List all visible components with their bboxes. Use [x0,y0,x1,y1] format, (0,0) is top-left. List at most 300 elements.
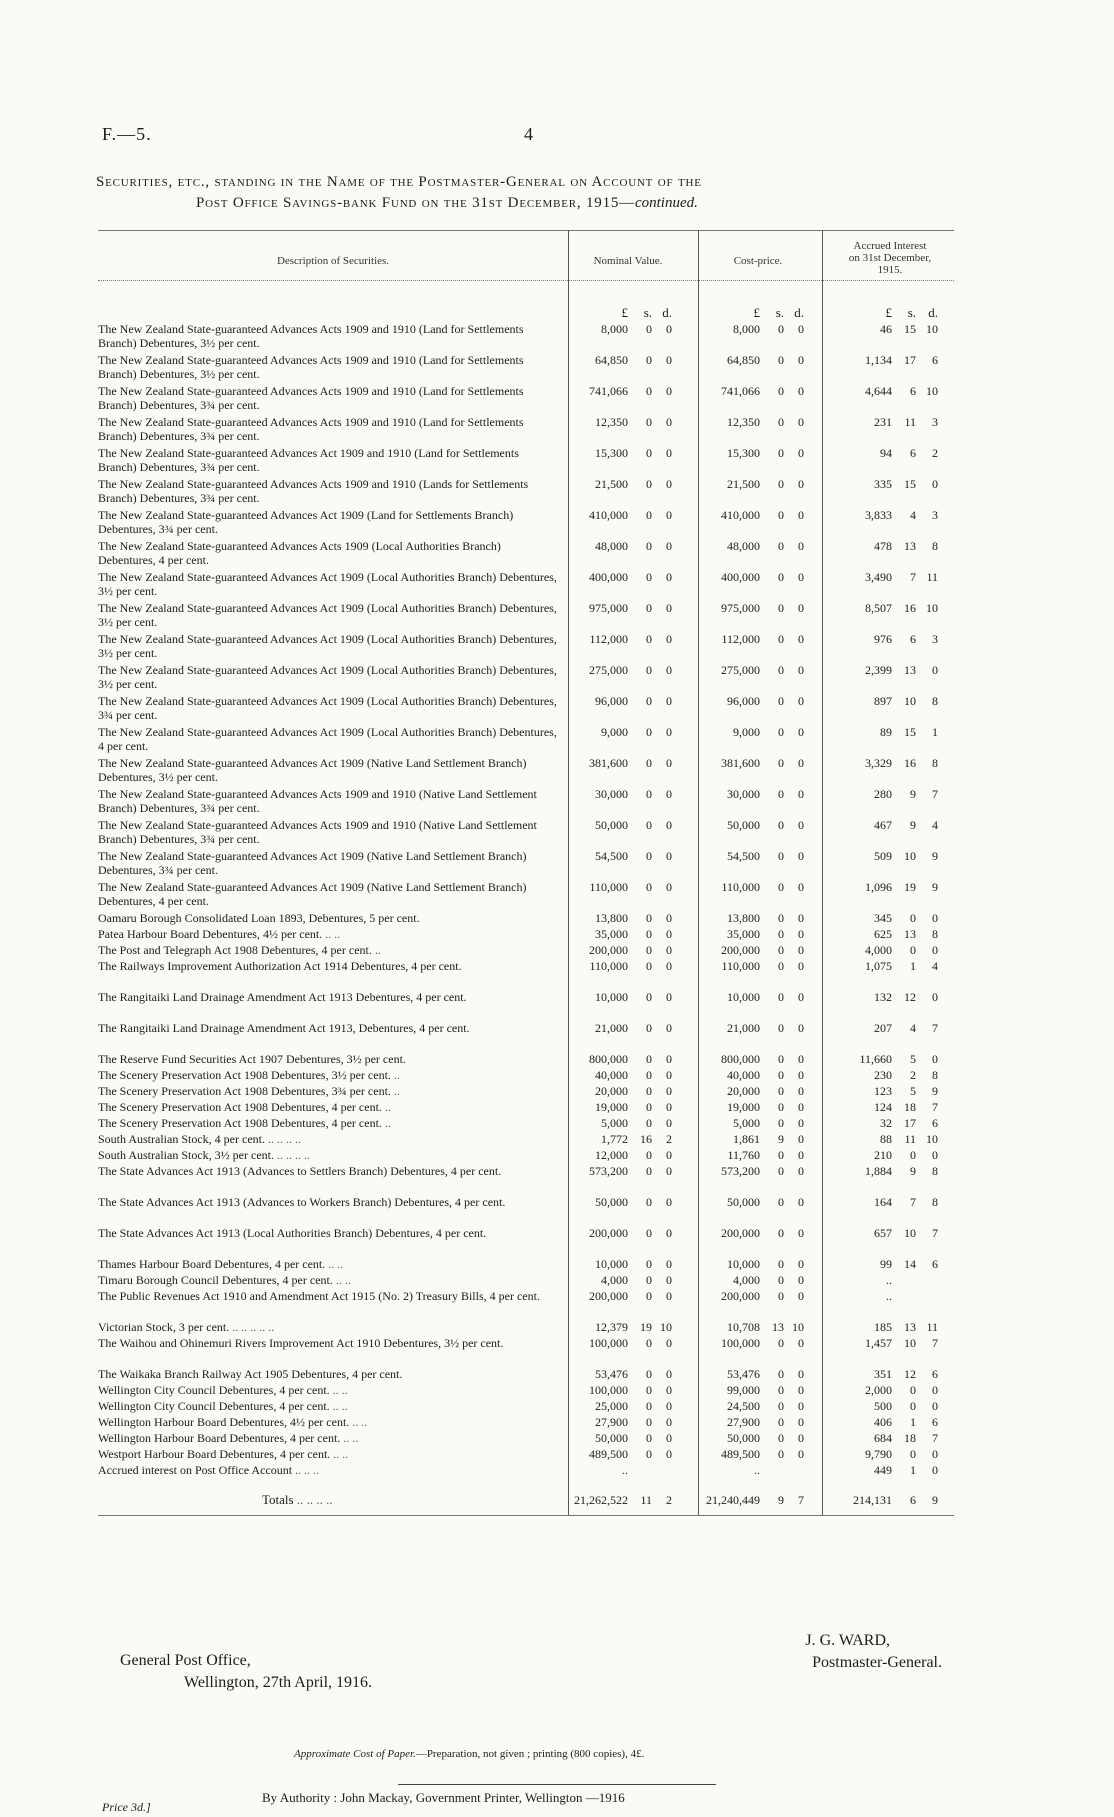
nominal-pounds: 200,000 [589,1289,628,1303]
nominal-pounds: .. [622,1463,628,1477]
interest-shillings: 10 [904,1226,916,1240]
security-description: Wellington Harbour Board Debentures, 4 per cent. .. .. [98,1431,359,1445]
security-description: The New Zealand State-guaranteed Advances Act 1909 (Local Authorities Branch) Debentures, 3½ per cent. [98,632,557,660]
interest-pence: 3 [932,508,938,522]
cost-pounds: 10,000 [727,990,760,1004]
interest-pounds: 335 [874,477,892,491]
interest-shillings: 18 [904,1431,916,1445]
nominal-pence: 0 [666,1336,672,1350]
cost-shillings: 0 [778,1226,784,1240]
nominal-pounds: 410,000 [589,508,628,522]
interest-pounds: 280 [874,787,892,801]
interest-pence: 8 [932,1068,938,1082]
cost-pounds: 800,000 [721,1052,760,1066]
security-description: The New Zealand State-guaranteed Advances Acts 1909 and 1910 (Land for Settlements Branch) Debentures, 3½ per cent. [98,353,524,381]
interest-pounds: 2,399 [865,663,892,677]
cost-pounds: 54,500 [727,849,760,863]
security-description: The New Zealand State-guaranteed Advances Acts 1909 and 1910 (Land for Settlements Branch) Debentures, 3½ per cent. [98,322,524,350]
nominal-pounds: 110,000 [589,880,628,894]
nominal-pounds: 800,000 [589,1052,628,1066]
interest-pounds: 449 [874,1463,892,1477]
interest-pence: 8 [932,539,938,553]
nominal-shillings: 0 [646,415,652,429]
nominal-pounds: 100,000 [589,1383,628,1397]
interest-pounds: 210 [874,1148,892,1162]
interest-shillings: 5 [910,1084,916,1098]
cost-pence: 0 [798,1226,804,1240]
interest-pounds: 185 [874,1320,892,1334]
interest-pence: 1 [932,725,938,739]
nominal-pence: 0 [666,911,672,925]
nominal-shillings: 0 [646,1383,652,1397]
nominal-pounds: 20,000 [595,1084,628,1098]
nominal-shillings: 0 [646,911,652,925]
interest-pounds: 94 [880,446,892,460]
security-description: The New Zealand State-guaranteed Advances Act 1909 (Land for Settlements Branch) Debentures, 3¾ per cent. [98,508,514,536]
interest-shillings: 4 [910,1021,916,1035]
cost-pounds: 9,000 [733,725,760,739]
nominal-pounds: 10,000 [595,1257,628,1271]
interest-pence: 8 [932,927,938,941]
cost-pounds: .. [754,1463,760,1477]
cost-pounds: 8,000 [733,322,760,336]
nominal-pounds: 35,000 [595,927,628,941]
nominal-shillings: 0 [646,353,652,367]
interest-shillings: 13 [904,927,916,941]
nominal-shillings: 0 [646,694,652,708]
nominal-pounds: 8,000 [601,322,628,336]
interest-pounds: 4,644 [865,384,892,398]
office-address: General Post Office, Wellington, 27th April, 1916. [120,1652,373,1691]
interest-pence: 8 [932,1195,938,1209]
interest-pence: 7 [932,1021,938,1035]
cost-pence: 0 [798,1148,804,1162]
nominal-pence: 0 [666,1399,672,1413]
nominal-pence: 0 [666,787,672,801]
nominal-pounds: 400,000 [589,570,628,584]
cost-shillings: 0 [778,756,784,770]
cost-pence: 0 [798,1116,804,1130]
cost-shillings: 0 [778,1336,784,1350]
cost-pounds: 275,000 [721,663,760,677]
cost-shillings: 0 [778,1415,784,1429]
cost-pence: 0 [798,1257,804,1271]
nominal-pence: 0 [666,927,672,941]
interest-shillings: 1 [910,959,916,973]
interest-shillings: 15 [904,725,916,739]
cost-pounds: 40,000 [727,1068,760,1082]
interest-shillings: 9 [910,818,916,832]
nominal-pounds: 10,000 [595,990,628,1004]
nominal-shillings: 0 [646,1052,652,1066]
security-description: The Scenery Preservation Act 1908 Debentures, 4 per cent. .. [98,1100,391,1114]
security-description: The New Zealand State-guaranteed Advances Act 1909 (Local Authorities Branch) Debentures, 3¾ per cent. [98,694,557,722]
interest-pence: 7 [932,1336,938,1350]
cost-shillings: 0 [778,818,784,832]
interest-shillings: 0 [910,1447,916,1461]
cost-pence: 0 [798,539,804,553]
nominal-shillings: 0 [646,1195,652,1209]
interest-pence: 0 [932,1148,938,1162]
nominal-pounds: 40,000 [595,1068,628,1082]
cost-pounds: 410,000 [721,508,760,522]
interest-shillings: 6 [910,384,916,398]
nominal-pence: 0 [666,508,672,522]
cost-pence: 0 [798,1068,804,1082]
cost-pence: 0 [798,990,804,1004]
nominal-shillings: 0 [646,1336,652,1350]
nominal-pence: 0 [666,1195,672,1209]
nominal-pounds: 200,000 [589,1226,628,1240]
interest-pounds: 406 [874,1415,892,1429]
cost-pounds: 400,000 [721,570,760,584]
signatory-title: Postmaster-General. [812,1654,942,1671]
title-continued: continued. [634,195,698,211]
interest-pounds: 3,833 [865,508,892,522]
column-header-interest: Accrued Interest on 31st December, 1915. [848,240,932,276]
nominal-shillings: 0 [646,1164,652,1178]
printer-authority: By Authority : John Mackay, Government Printer, Wellington —1916 [262,1790,625,1805]
cost-pence: 0 [798,1132,804,1146]
security-description: The New Zealand State-guaranteed Advances Acts 1909 and 1910 (Lands for Settlements Branch) Debentures, 3¾ per cent. [98,477,529,505]
interest-pence: 0 [932,1399,938,1413]
interest-pence: 10 [926,601,938,615]
security-description: The Post and Telegraph Act 1908 Debentures, 4 per cent. .. [98,943,381,957]
cost-pence: 0 [798,1383,804,1397]
interest-shillings: 2 [910,1068,916,1082]
nominal-pounds: 12,350 [595,415,628,429]
nominal-pence: 0 [666,849,672,863]
security-description: The New Zealand State-guaranteed Advances Acts 1909 and 1910 (Native Land Settlement Branch) Debentures, 3¾ per cent. [98,787,537,815]
security-description: The Rangitaiki Land Drainage Amendment Act 1913, Debentures, 4 per cent. [98,1021,470,1035]
interest-pounds: 9,790 [865,1447,892,1461]
cost-shillings: 0 [778,322,784,336]
cost-pence: 0 [798,1195,804,1209]
interest-shillings: 1 [910,1415,916,1429]
security-description: Oamaru Borough Consolidated Loan 1893, Debentures, 5 per cent. [98,911,420,925]
interest-pounds: 467 [874,818,892,832]
nominal-shillings: 0 [646,1431,652,1445]
nominal-pence: 0 [666,1052,672,1066]
security-description: South Australian Stock, 4 per cent. .. .. .. .. [98,1132,301,1146]
interest-pounds: 657 [874,1226,892,1240]
nominal-pounds: 27,900 [595,1415,628,1429]
cost-shillings: 0 [778,539,784,553]
nominal-pence: 0 [666,1021,672,1035]
nominal-pounds: 50,000 [595,1431,628,1445]
interest-shillings: 19 [904,880,916,894]
price-note: Price 3d.] [102,1800,151,1814]
nominal-shillings: 0 [646,943,652,957]
cost-pence: 0 [798,943,804,957]
nominal-pence: 0 [666,694,672,708]
nominal-pounds: 19,000 [595,1100,628,1114]
nominal-shillings: 0 [646,508,652,522]
cost-pence: 0 [798,880,804,894]
nominal-shillings: 0 [646,787,652,801]
interest-shillings: 10 [904,849,916,863]
cost-pounds: 4,000 [733,1273,760,1287]
nominal-shillings: 0 [646,1273,652,1287]
nominal-pence: 0 [666,384,672,398]
nominal-pence: 0 [666,1289,672,1303]
interest-pounds: 4,000 [865,943,892,957]
nominal-pounds: 489,500 [589,1447,628,1461]
cost-pence: 0 [798,1289,804,1303]
cost-pence: 0 [798,818,804,832]
page-id: F.—5. [102,124,152,144]
cost-shillings: 0 [778,1257,784,1271]
cost-pounds: 50,000 [727,1195,760,1209]
interest-pence: 0 [932,1463,938,1477]
interest-shillings: 10 [904,694,916,708]
nominal-pence: 0 [666,959,672,973]
interest-pence: 6 [932,1367,938,1381]
interest-shillings: 17 [904,353,916,367]
cost-pounds: 48,000 [727,539,760,553]
nominal-shillings: 0 [646,477,652,491]
interest-shillings: 0 [910,911,916,925]
cost-shillings: 0 [778,1148,784,1162]
interest-pence: 7 [932,1100,938,1114]
security-description: The New Zealand State-guaranteed Advances Act 1909 and 1910 (Land for Settlements Branch) Debentures, 3¾ per cent. [98,446,519,474]
nominal-pounds: 54,500 [595,849,628,863]
interest-shillings: 16 [904,756,916,770]
cost-shillings: 0 [778,663,784,677]
cost-pence: 0 [798,508,804,522]
nominal-shillings: 0 [646,1068,652,1082]
nominal-shillings: 0 [646,632,652,646]
nominal-pounds: 21,000 [595,1021,628,1035]
nominal-shillings: 0 [646,1447,652,1461]
cost-pounds: 21,000 [727,1021,760,1035]
security-description: The New Zealand State-guaranteed Advances Acts 1909 and 1910 (Land for Settlements Branch) Debentures, 3¾ per cent. [98,384,524,412]
interest-shillings: 7 [910,570,916,584]
cost-pounds: 53,476 [727,1367,760,1381]
cost-pounds: 13,800 [727,911,760,925]
nominal-pounds: 48,000 [595,539,628,553]
nominal-pence: 0 [666,756,672,770]
nominal-pence: 0 [666,415,672,429]
interest-pence: 8 [932,756,938,770]
nominal-pounds: 15,300 [595,446,628,460]
cost-pounds: 573,200 [721,1164,760,1178]
nominal-shillings: 0 [646,1021,652,1035]
nominal-shillings: 0 [646,818,652,832]
interest-shillings: 0 [910,1148,916,1162]
interest-pence: 2 [932,446,938,460]
interest-shillings: 1 [910,1463,916,1477]
interest-pence: 6 [932,1415,938,1429]
cost-pounds: 20,000 [727,1084,760,1098]
cost-pence: 0 [798,384,804,398]
nominal-pounds: 12,379 [595,1320,628,1334]
security-description: Patea Harbour Board Debentures, 4½ per cent. .. .. [98,927,341,941]
interest-shillings: 11 [904,415,916,429]
nominal-shillings: 0 [646,990,652,1004]
interest-pounds: 123 [874,1084,892,1098]
cost-shillings: 0 [778,601,784,615]
nominal-pence: 0 [666,477,672,491]
security-description: Wellington Harbour Board Debentures, 4½ per cent. .. .. [98,1415,368,1429]
cost-pence: 0 [798,959,804,973]
nominal-pence: 0 [666,1447,672,1461]
nominal-shillings: 0 [646,1084,652,1098]
interest-pounds: .. [886,1289,892,1303]
nominal-pence: 0 [666,1164,672,1178]
cost-pounds: 112,000 [721,632,760,646]
cost-pounds: 200,000 [721,1226,760,1240]
cost-pounds: 1,861 [733,1132,760,1146]
cost-pence: 0 [798,1100,804,1114]
interest-shillings: 6 [910,446,916,460]
footer-rule [398,1784,716,1785]
cost-shillings: 0 [778,1273,784,1287]
interest-pounds: 1,134 [865,353,892,367]
security-description: The New Zealand State-guaranteed Advances Acts 1909 (Local Authorities Branch) Debentures, 4 per cent. [98,539,501,567]
cost-pounds: 741,066 [721,384,760,398]
interest-shillings: 16 [904,601,916,615]
cost-pounds: 19,000 [727,1100,760,1114]
interest-shillings: 11 [904,1132,916,1146]
nominal-pence: 0 [666,990,672,1004]
interest-pence: 10 [926,384,938,398]
cost-shillings: 0 [778,943,784,957]
cost-shillings: 0 [778,632,784,646]
interest-pence: 10 [926,1132,938,1146]
nominal-shillings: 0 [646,959,652,973]
interest-shillings: 6 [910,632,916,646]
security-description: Thames Harbour Board Debentures, 4 per cent. .. .. [98,1257,344,1271]
cost-pounds: 50,000 [727,818,760,832]
interest-shillings: 10 [904,1336,916,1350]
cost-shillings: 0 [778,1289,784,1303]
cost-shillings: 0 [778,1447,784,1461]
nominal-pence: 0 [666,1226,672,1240]
interest-pounds: 231 [874,415,892,429]
interest-pence: 3 [932,632,938,646]
security-description: The Scenery Preservation Act 1908 Debentures, 3½ per cent. .. [98,1068,400,1082]
cost-pence: 0 [798,1447,804,1461]
interest-shillings: 13 [904,539,916,553]
nominal-shillings: 0 [646,663,652,677]
document-title [96,172,976,214]
cost-pence: 0 [798,1273,804,1287]
cost-pounds: 21,500 [727,477,760,491]
nominal-pence: 0 [666,1367,672,1381]
nominal-shillings: 0 [646,725,652,739]
cost-shillings: 0 [778,1084,784,1098]
interest-pounds: 11,660 [859,1052,892,1066]
cost-shillings: 0 [778,1052,784,1066]
cost-pence: 0 [798,477,804,491]
nominal-pence: 0 [666,1148,672,1162]
title-line-2: Post Office Savings-bank Fund on the 31st December, 1915—continued. [196,195,698,211]
interest-pence: 4 [932,818,938,832]
interest-shillings: 7 [910,1195,916,1209]
nominal-pence: 10 [660,1320,672,1334]
nominal-shillings: 0 [646,1415,652,1429]
cost-shillings: 0 [778,1100,784,1114]
security-description: The Scenery Preservation Act 1908 Debentures, 3¾ per cent. .. [98,1084,400,1098]
cost-pence: 0 [798,1415,804,1429]
nominal-shillings: 0 [646,849,652,863]
security-description: The New Zealand State-guaranteed Advances Act 1909 (Local Authorities Branch) Debentures, 3½ per cent. [98,570,557,598]
nominal-pence: 0 [666,446,672,460]
interest-shillings: 9 [910,787,916,801]
nominal-pence: 2 [666,1132,672,1146]
interest-pence: 0 [932,1052,938,1066]
interest-shillings: 15 [904,322,916,336]
security-description: The Waikaka Branch Railway Act 1905 Debentures, 4 per cent. [98,1367,403,1381]
interest-pounds: 2,000 [865,1383,892,1397]
cost-pounds: 110,000 [721,959,760,973]
cost-pounds: 5,000 [733,1116,760,1130]
nominal-pence: 0 [666,1431,672,1445]
interest-shillings: 0 [910,1399,916,1413]
cost-shillings: 0 [778,725,784,739]
interest-pounds: 625 [874,927,892,941]
cost-pounds: 110,000 [721,880,760,894]
security-description: The State Advances Act 1913 (Advances to Settlers Branch) Debentures, 4 per cent. [98,1164,502,1178]
security-description: The Waihou and Ohinemuri Rivers Improvement Act 1910 Debentures, 3½ per cent. [98,1336,504,1350]
interest-pence: 0 [932,990,938,1004]
interest-pounds: 345 [874,911,892,925]
interest-shillings: 0 [910,1383,916,1397]
nominal-pence: 0 [666,1116,672,1130]
nominal-pence: 0 [666,601,672,615]
interest-pence: 7 [932,787,938,801]
security-description: The New Zealand State-guaranteed Advances Act 1909 (Native Land Settlement Branch) Debentures, 3¾ per cent. [98,849,527,877]
interest-pence: 6 [932,353,938,367]
cost-of-paper: Approximate Cost of Paper.—Preparation, not given ; printing (800 copies), 4£. [294,1748,645,1760]
interest-pounds: .. [886,1273,892,1287]
interest-shillings: 17 [904,1116,916,1130]
cost-pence: 0 [798,911,804,925]
nominal-pounds: 9,000 [601,725,628,739]
interest-pounds: 1,457 [865,1336,892,1350]
column-header-cost: Cost-price. [733,255,783,267]
cost-pence: 0 [798,1052,804,1066]
nominal-shillings: 0 [646,1367,652,1381]
cost-shillings: 9 [778,1132,784,1146]
nominal-shillings: 0 [646,756,652,770]
nominal-pounds: 275,000 [589,663,628,677]
interest-pence: 8 [932,1164,938,1178]
nominal-pounds: 96,000 [595,694,628,708]
cost-pence: 0 [798,849,804,863]
cost-shillings: 0 [778,508,784,522]
security-description: The New Zealand State-guaranteed Advances Acts 1909 and 1910 (Land for Settlements Branch) Debentures, 3¾ per cent. [98,415,524,443]
cost-pence: 0 [798,1367,804,1381]
nominal-shillings: 16 [640,1132,652,1146]
nominal-pounds: 5,000 [601,1116,628,1130]
interest-pounds: 500 [874,1399,892,1413]
signature-block [706,1630,942,1674]
cost-shillings: 0 [778,694,784,708]
cost-pounds: 10,708 [727,1320,760,1334]
cost-pence: 0 [798,1164,804,1178]
nominal-pence: 0 [666,663,672,677]
nominal-pounds: 200,000 [589,943,628,957]
interest-pence: 7 [932,1226,938,1240]
interest-pounds: 99 [880,1257,892,1271]
security-description: The New Zealand State-guaranteed Advances Acts 1909 and 1910 (Native Land Settlement Branch) Debentures, 3¾ per cent. [98,818,537,846]
interest-shillings: 14 [904,1257,916,1271]
nominal-shillings: 0 [646,570,652,584]
nominal-pounds: 30,000 [595,787,628,801]
nominal-shillings: 0 [646,927,652,941]
